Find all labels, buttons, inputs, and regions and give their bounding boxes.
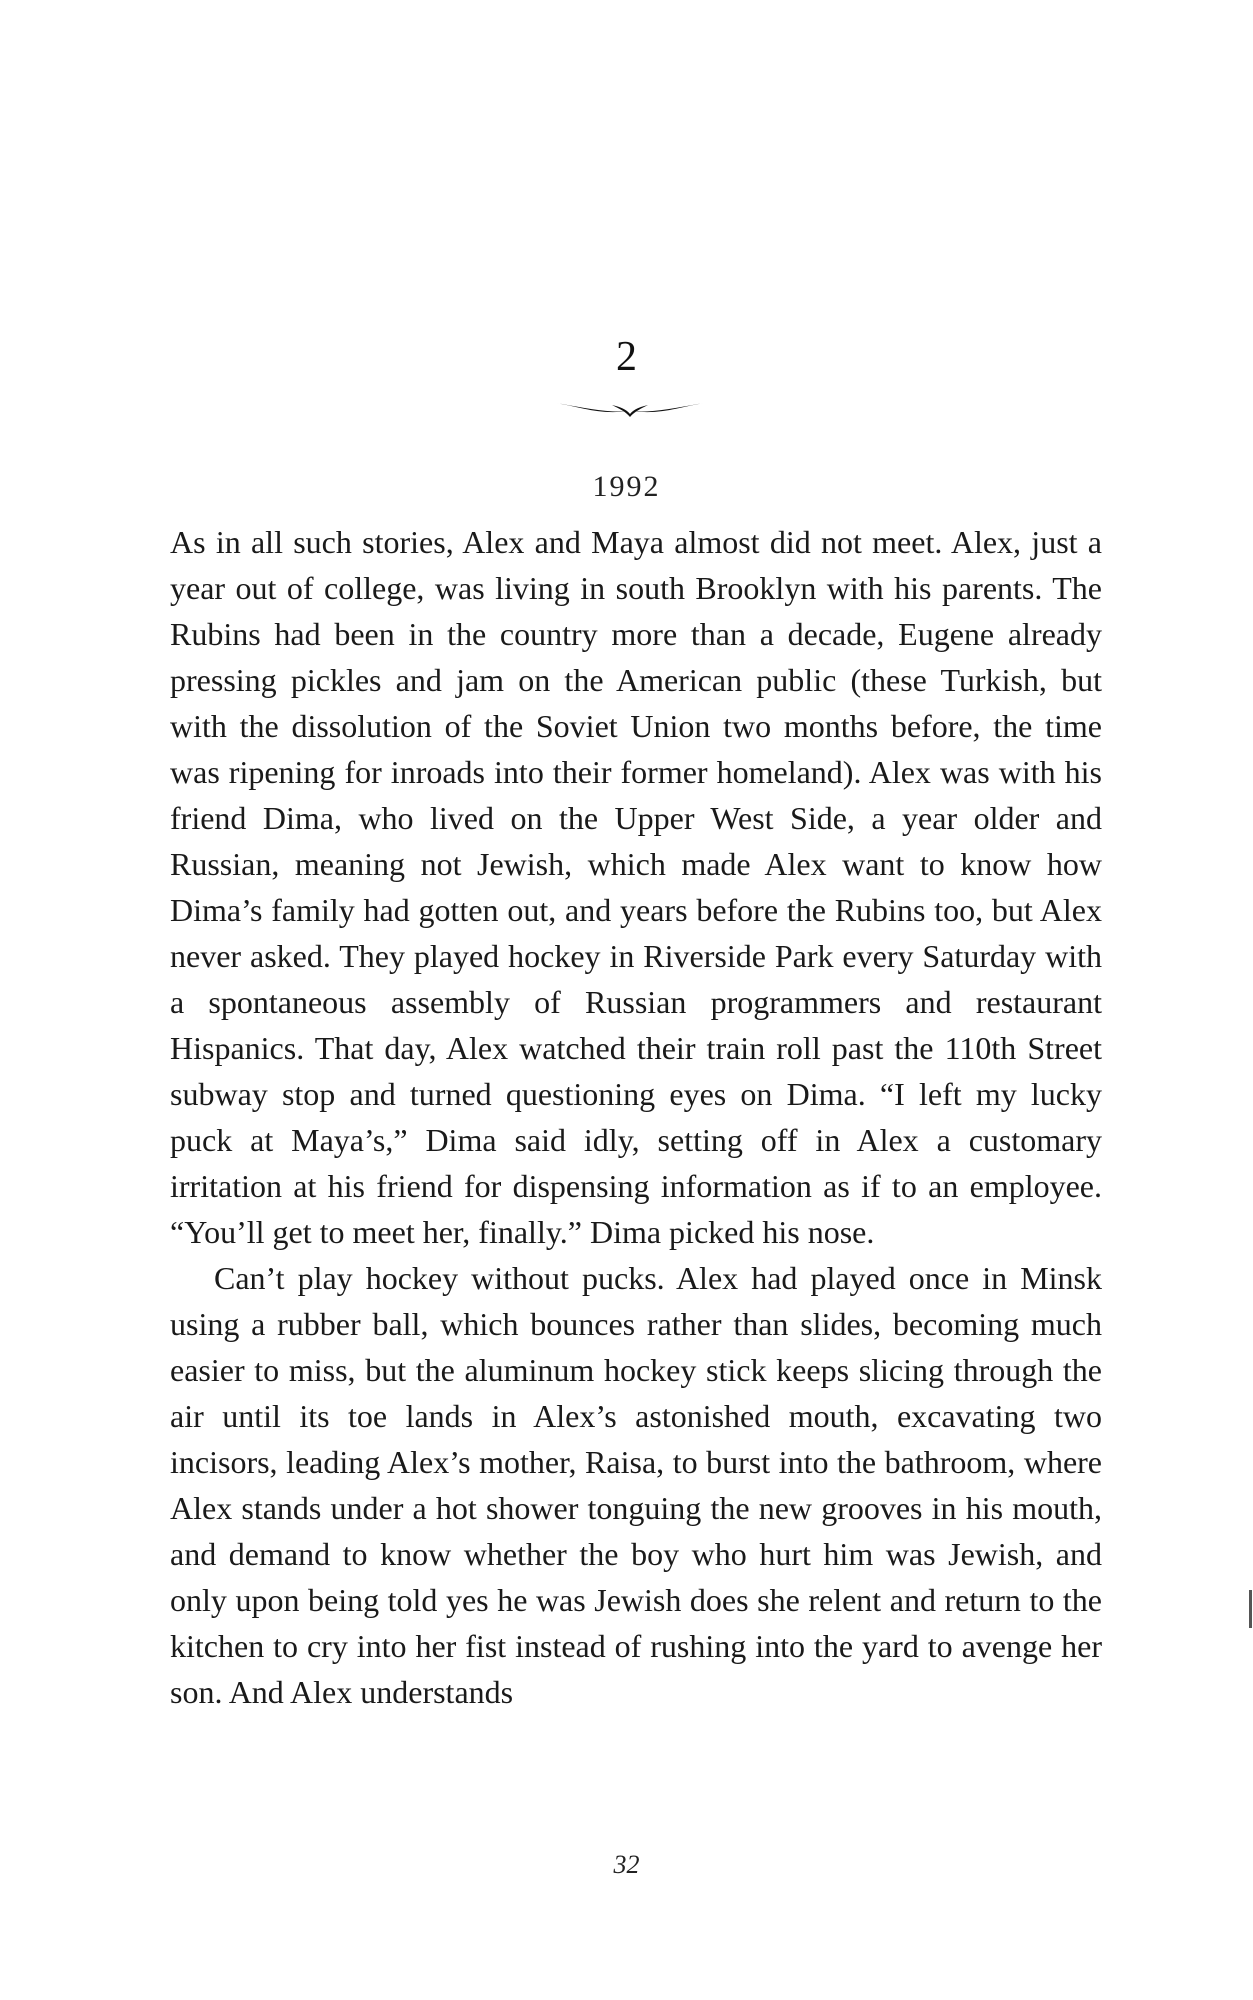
- paragraph-2: Can’t play hockey without pucks. Alex had played once in Minsk using a rubber ball, which bounces rather than slides, becoming much easier to miss, but the aluminum hockey stick keeps slicing through the air until its toe lands in Alex’s astonished mouth, excavating two incisors, leading Alex’s mother, Raisa, to burst into the bathroom, where Alex stands under a hot shower tonguing the new grooves in his mouth, and demand to know whether the boy who hurt him was Jewish, and only upon being told yes he was Jewish does she relent and return to the kitchen to cry into her fist instead of rushing into the yard to avenge her son. And Alex understands: [170, 1260, 1102, 1710]
- page-edge-mark: [1249, 1590, 1252, 1628]
- page-number: 32: [613, 1850, 640, 1879]
- paragraph-1: As in all such stories, Alex and Maya almost did not meet. Alex, just a year out of college, was living in south Brooklyn with his parents. The Rubins had been in the country more than a decade, Eugene already pressing pickles and jam on the American public (these Turkish, but with the dissolution of the Soviet Union two months before, the time was ripening for inroads into their former homeland). Alex was with his friend Dima, who lived on the Upper West Side, a year older and Russian, meaning not Jewish, which made Alex want to know how Dima’s family had gotten out, and years before the Rubins too, but Alex never asked. They played hockey in Riverside Park every Saturday with a spontaneous assembly of Russian programmers and restaurant Hispanics. That day, Alex watched their train roll past the 110th Street subway stop and turned questioning eyes on Dima. “I left my lucky puck at Maya’s,” Dima said idly, setting off in Alex a customary irritation at his friend for dispensing information as if to an employee. “You’ll get to meet her, finally.” Dima picked his nose.: [170, 524, 1102, 1250]
- body-text: [170, 519, 1102, 1715]
- flourish-ornament-icon: [550, 393, 710, 423]
- chapter-year: 1992: [592, 470, 661, 503]
- chapter-number: 2: [616, 334, 637, 380]
